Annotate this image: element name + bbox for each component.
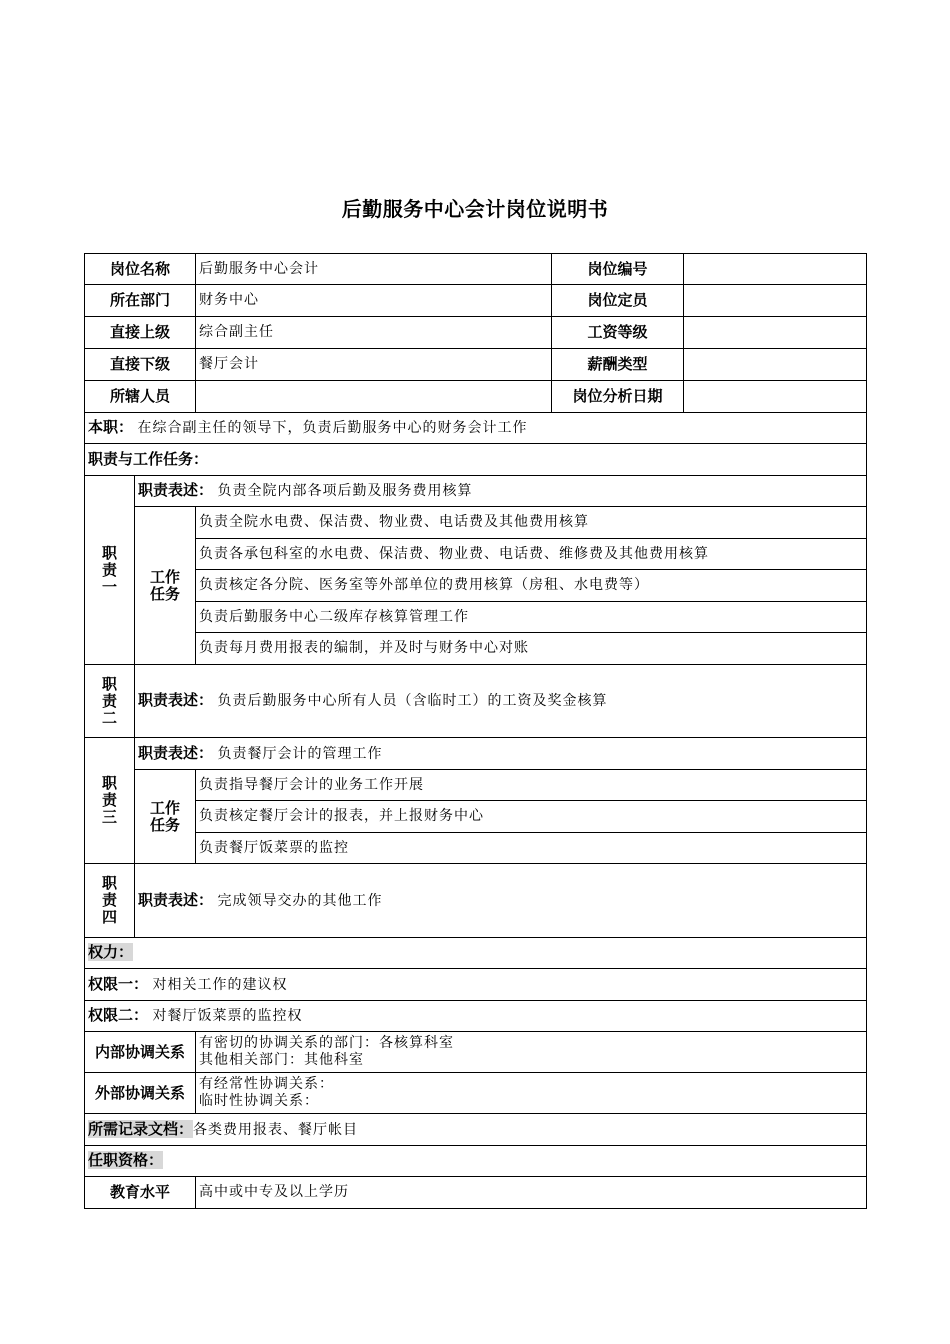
- info-row: [85, 349, 867, 381]
- task-item: 负责全院水电费、保洁费、物业费、电话费及其他费用核算: [196, 507, 867, 539]
- info-label: 直接下级: [85, 349, 196, 381]
- info-label: 岗位定员: [552, 285, 684, 317]
- info-row: [85, 285, 867, 317]
- task-item: 负责各承包科室的水电费、保洁费、物业费、电话费、维修费及其他费用核算: [196, 539, 867, 570]
- main-duty-label: 本职：: [88, 418, 134, 436]
- authority-row: [85, 1001, 867, 1032]
- info-value: [684, 381, 867, 413]
- authority-header: 权力：: [88, 943, 134, 961]
- info-label: 岗位名称: [85, 254, 196, 285]
- task-row: [85, 801, 867, 833]
- duty-3-task-label: 工作 任务: [135, 770, 196, 864]
- qualification-header: 任职资格：: [88, 1151, 164, 1169]
- duty-desc: 负责后勤服务中心所有人员（含临时工）的工资及奖金核算: [217, 693, 608, 709]
- qualification-label: 教育水平: [85, 1177, 196, 1209]
- task-row: [85, 833, 867, 864]
- main-duty-text: 在综合副主任的领导下，负责后勤服务中心的财务会计工作: [137, 420, 528, 436]
- duty-1-name: 职 责 一: [85, 476, 135, 665]
- qualification-row: [85, 1177, 867, 1209]
- info-label: 岗位编号: [552, 254, 684, 285]
- coordination-row: [85, 1073, 867, 1114]
- info-value: [684, 349, 867, 381]
- records-label: 所需记录文档：: [88, 1119, 194, 1138]
- authority-text: 对相关工作的建议权: [152, 976, 288, 993]
- records-text: 各类费用报表、餐厅帐目: [193, 1121, 359, 1138]
- info-label: 工资等级: [552, 317, 684, 349]
- duty-row: [85, 665, 867, 738]
- job-description-table: [84, 253, 867, 1209]
- info-row: [85, 254, 867, 285]
- info-value: 后勤服务中心会计: [196, 254, 552, 285]
- coordination-row: [85, 1032, 867, 1073]
- main-duty-row: [85, 413, 867, 444]
- info-label: 直接上级: [85, 317, 196, 349]
- info-value: [684, 285, 867, 317]
- task-item: 负责核定各分院、医务室等外部单位的费用核算（房租、水电费等）: [196, 570, 867, 602]
- duties-header-row: [85, 444, 867, 476]
- task-item: 负责核定餐厅会计的报表，并上报财务中心: [196, 801, 867, 833]
- duty-desc: 负责全院内部各项后勤及服务费用核算: [217, 483, 473, 499]
- coordination-text: 有密切的协调关系的部门：各核算科室 其他相关部门：其他科室: [196, 1032, 867, 1073]
- info-row: [85, 381, 867, 413]
- duty-4-name: 职 责 四: [85, 864, 135, 938]
- authority-row: [85, 969, 867, 1001]
- qualification-header-row: [85, 1146, 867, 1177]
- task-row: [85, 633, 867, 665]
- task-row: [85, 539, 867, 570]
- info-value: [684, 317, 867, 349]
- info-label: 所辖人员: [85, 381, 196, 413]
- info-label: 所在部门: [85, 285, 196, 317]
- task-row: [85, 507, 867, 539]
- coordination-text: 有经常性协调关系： 临时性协调关系：: [196, 1073, 867, 1114]
- authority-label: 权限二：: [88, 1006, 149, 1024]
- duty-desc-label: 职责表述：: [138, 890, 214, 909]
- info-value: 餐厅会计: [196, 349, 552, 381]
- info-label: 薪酬类型: [552, 349, 684, 381]
- duty-desc: 负责餐厅会计的管理工作: [217, 745, 383, 762]
- task-item: 负责指导餐厅会计的业务工作开展: [196, 770, 867, 801]
- duty-desc-label: 职责表述：: [138, 743, 214, 762]
- duty-row: [85, 476, 867, 507]
- page-title: 后勤服务中心会计岗位说明书: [341, 197, 609, 221]
- task-row: [85, 570, 867, 602]
- authority-text: 对餐厅饭菜票的监控权: [152, 1008, 303, 1024]
- duty-desc: 完成领导交办的其他工作: [217, 892, 383, 909]
- duty-desc-label: 职责表述：: [138, 691, 214, 709]
- task-row: [85, 602, 867, 633]
- duty-2-name: 职 责 二: [85, 665, 135, 738]
- duty-desc-label: 职责表述：: [138, 481, 214, 499]
- task-item: 负责后勤服务中心二级库存核算管理工作: [196, 602, 867, 633]
- info-value: [196, 381, 552, 413]
- records-row: [85, 1114, 867, 1146]
- info-row: [85, 317, 867, 349]
- task-row: [85, 770, 867, 801]
- duty-3-name: 职 责 三: [85, 738, 135, 864]
- info-value: 综合副主任: [196, 317, 552, 349]
- duty-row: [85, 864, 867, 938]
- info-value: 财务中心: [196, 285, 552, 317]
- task-item: 负责餐厅饭菜票的监控: [196, 833, 867, 864]
- authority-label: 权限一：: [88, 974, 149, 993]
- duties-header: 职责与工作任务：: [88, 449, 209, 468]
- info-value: [684, 254, 867, 285]
- coordination-label: 外部协调关系: [85, 1073, 196, 1114]
- duty-1-task-label: 工作 任务: [135, 507, 196, 665]
- authority-header-row: [85, 938, 867, 969]
- duty-row: [85, 738, 867, 770]
- info-label: 岗位分析日期: [552, 381, 684, 413]
- coordination-label: 内部协调关系: [85, 1032, 196, 1073]
- qualification-value: 高中或中专及以上学历: [196, 1177, 867, 1209]
- task-item: 负责每月费用报表的编制，并及时与财务中心对账: [196, 633, 867, 665]
